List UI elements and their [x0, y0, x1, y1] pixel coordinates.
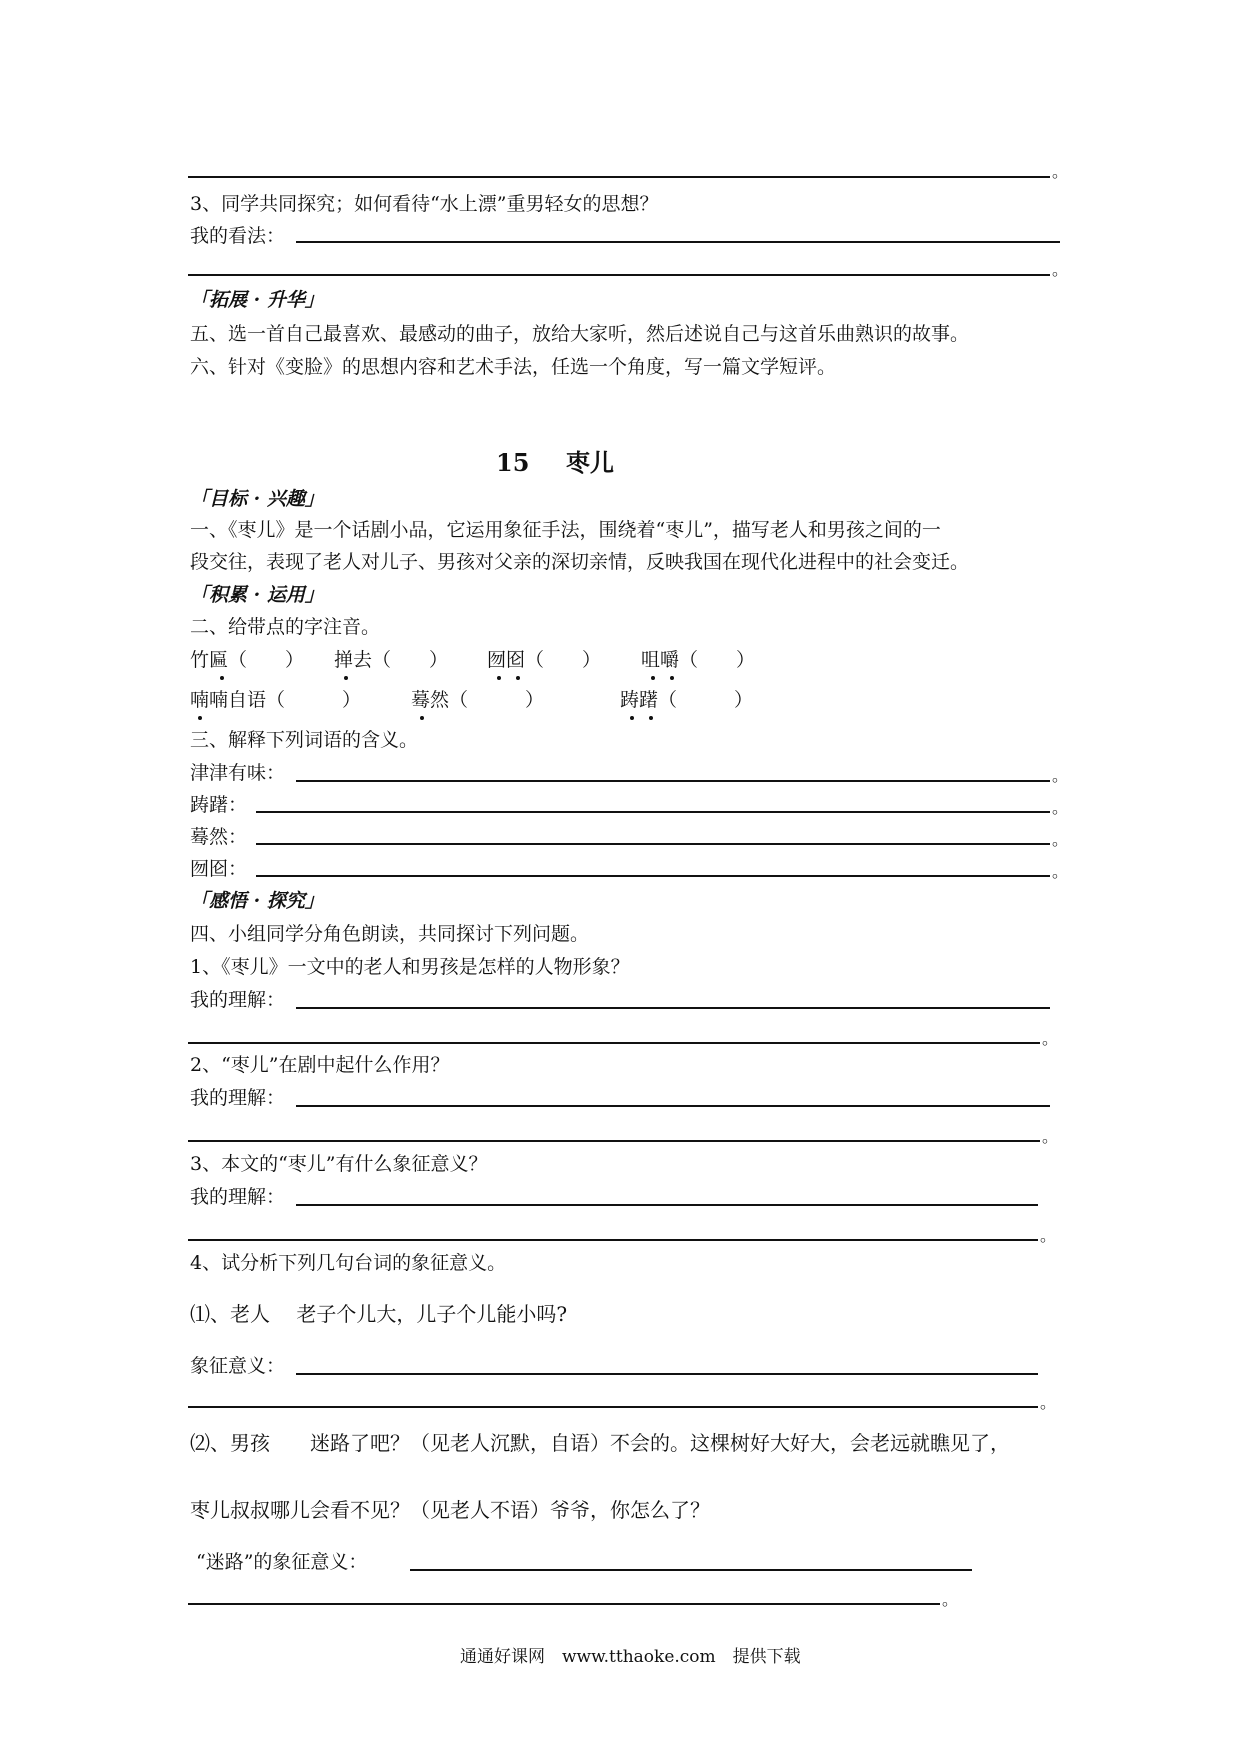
emphasis-dot — [651, 676, 655, 680]
emphasis-dot — [344, 676, 348, 680]
lesson-title: 枣儿 — [566, 448, 614, 477]
emphasis-dot — [497, 676, 501, 680]
answer-line[interactable] — [296, 1204, 1038, 1206]
lesson-number: 15 — [496, 448, 530, 477]
dialogue-line-boy-1: ⑵、男孩 迷路了吧？（见老人沉默，自语）不会的。这棵树好大好大，会老远就瞧见了， — [190, 1431, 1010, 1455]
end-mark: 。 — [1052, 766, 1069, 785]
understanding-label: 我的理解： — [190, 1087, 286, 1109]
term-label: 蓦然： — [190, 826, 248, 848]
answer-line[interactable] — [188, 176, 1050, 178]
end-mark: 。 — [1042, 1127, 1059, 1146]
sub-question-3: 3、本文的“枣儿”有什么象征意义？ — [190, 1153, 488, 1175]
answer-line[interactable] — [188, 1042, 1040, 1044]
section-heading-explore: 「感悟 · 探究」 — [190, 890, 324, 912]
sub-question-1: 1、《枣儿》一文中的老人和男孩是怎样的人物形象？ — [190, 956, 630, 978]
end-mark: 。 — [1052, 260, 1069, 279]
lost-symbol-label: “迷路”的象征意义： — [196, 1551, 368, 1573]
emphasis-dot — [220, 676, 224, 680]
answer-line[interactable] — [188, 1140, 1040, 1142]
question-2: 二、给带点的字注音。 — [190, 616, 381, 638]
end-mark: 。 — [1040, 1226, 1057, 1245]
item-6: 六、针对《变脸》的思想内容和艺术手法，任选一个角度，写一篇文学短评。 — [190, 356, 837, 378]
dialogue-line-boy-2: 枣儿叔叔哪儿会看不见？（见老人不语）爷爷，你怎么了？ — [190, 1498, 710, 1522]
emphasis-dot — [420, 716, 424, 720]
end-mark: 。 — [1040, 1393, 1057, 1412]
end-mark: 。 — [1052, 862, 1069, 881]
answer-line[interactable] — [296, 241, 1060, 243]
answer-line[interactable] — [256, 843, 1050, 845]
answer-line[interactable] — [188, 1406, 1038, 1408]
pinyin-item: 蓦然（ ） — [411, 689, 545, 711]
section-heading-goal: 「目标 · 兴趣」 — [190, 488, 324, 510]
end-mark: 。 — [1052, 830, 1069, 849]
emphasis-dot — [198, 716, 202, 720]
term-label: 津津有味： — [190, 762, 286, 784]
term-label: 囫囵： — [190, 858, 248, 880]
answer-line[interactable] — [296, 780, 1050, 782]
end-mark: 。 — [1052, 798, 1069, 817]
answer-line[interactable] — [296, 1105, 1050, 1107]
answer-line[interactable] — [296, 1007, 1050, 1009]
end-mark: 。 — [1052, 162, 1069, 181]
sub-question-2: 2、“枣儿”在剧中起什么作用？ — [190, 1054, 450, 1076]
section-heading-expand: 「拓展 · 升华」 — [190, 289, 324, 311]
emphasis-dot — [649, 716, 653, 720]
symbol-label: 象征意义： — [190, 1355, 286, 1377]
understanding-label: 我的理解： — [190, 989, 286, 1011]
understanding-label: 我的理解： — [190, 1186, 286, 1208]
pinyin-item: 喃喃自语（ ） — [190, 689, 362, 711]
pinyin-item: 踌躇（ ） — [620, 689, 754, 711]
dialogue-line-old-man: ⑴、老人 老子个儿大，儿子个儿能小吗? — [190, 1302, 568, 1326]
pinyin-item: 掸去（ ） — [334, 649, 449, 671]
answer-line[interactable] — [188, 274, 1050, 276]
answer-line[interactable] — [188, 1239, 1038, 1241]
pinyin-item: 囫囵（ ） — [487, 649, 602, 671]
question-3: 3、同学共同探究；如何看待“水上漂”重男轻女的思想？ — [190, 193, 659, 215]
emphasis-dot — [670, 676, 674, 680]
item-5: 五、选一首自己最喜欢、最感动的曲子，放给大家听，然后述说自己与这首乐曲熟识的故事。 — [190, 323, 970, 345]
answer-line[interactable] — [256, 875, 1050, 877]
question-3-terms: 三、解释下列词语的含义。 — [190, 729, 419, 751]
pinyin-item: 竹匾（ ） — [190, 649, 305, 671]
answer-line[interactable] — [256, 811, 1050, 813]
emphasis-dot — [516, 676, 520, 680]
answer-line[interactable] — [410, 1569, 972, 1571]
my-view-label: 我的看法： — [190, 225, 286, 247]
section-heading-accumulate: 「积累 · 运用」 — [190, 584, 324, 606]
answer-line[interactable] — [188, 1603, 940, 1605]
end-mark: 。 — [1042, 1029, 1059, 1048]
page-footer: 通通好课网 www.tthaoke.com 提供下载 — [460, 1647, 801, 1667]
goal-line-2: 段交往，表现了老人对儿子、男孩对父亲的深切亲情，反映我国在现代化进程中的社会变迁。 — [190, 551, 970, 573]
goal-line-1: 一、《枣儿》是一个话剧小品，它运用象征手法，围绕着“枣儿”，描写老人和男孩之间的一 — [190, 519, 941, 541]
term-label: 踌躇： — [190, 794, 248, 816]
sub-question-4: 4、试分析下列几句台词的象征意义。 — [190, 1252, 507, 1274]
end-mark: 。 — [942, 1590, 959, 1609]
question-4: 四、小组同学分角色朗读，共同探讨下列问题。 — [190, 923, 590, 945]
answer-line[interactable] — [296, 1373, 1038, 1375]
pinyin-item: 咀嚼（ ） — [641, 649, 756, 671]
emphasis-dot — [630, 716, 634, 720]
